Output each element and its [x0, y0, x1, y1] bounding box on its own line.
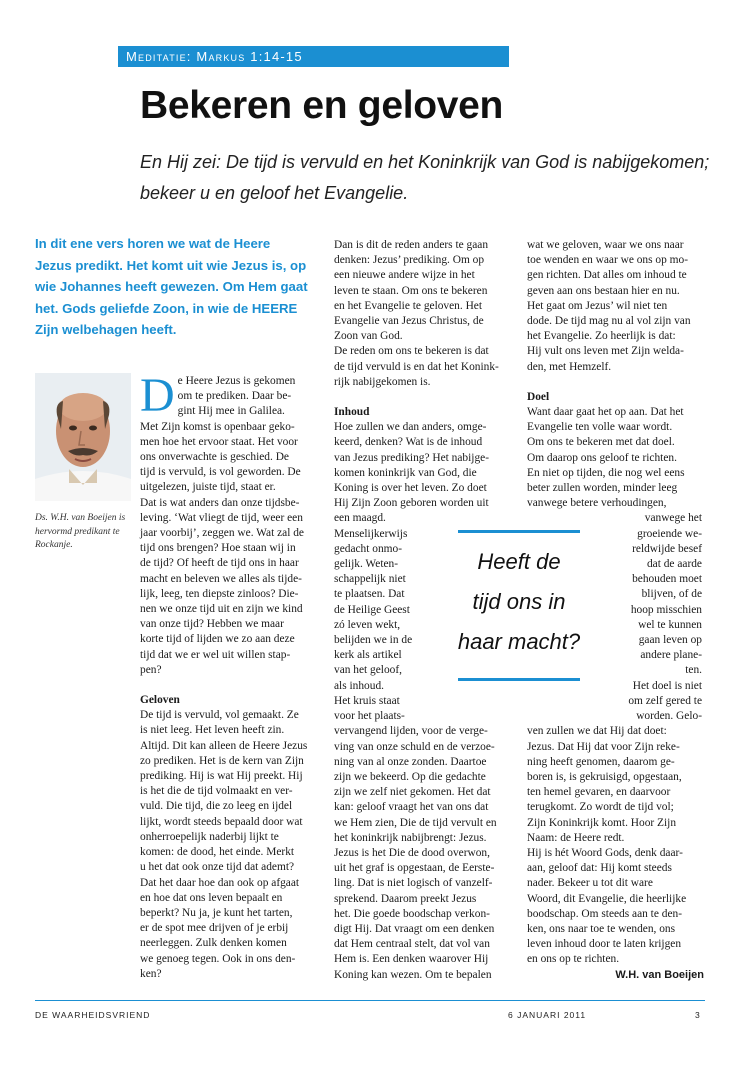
text-line: Zoon van God. [334, 330, 403, 343]
text-line: te plaatsen. Dat [334, 588, 405, 601]
text-line: uitgelezen, juiste tijd, staat er. [140, 481, 276, 494]
pull-quote-line: Heeft de [477, 549, 561, 574]
text-line: Woord, dit Evangelie, die heerlijke [527, 892, 687, 905]
text-line: zijn we zelf niet gekomen. Het dat [334, 786, 491, 799]
text-line: leving. ‘Wat vliegt de tijd, weer een [140, 511, 303, 524]
text-line: en het Evangelie te geloven. Het [334, 299, 483, 312]
column-3-body-wrap [620, 511, 702, 724]
text-line: jaar voorbij’, zeggen we. Wat zal de [140, 527, 304, 540]
text-line: nen we onze tijd uit en zijn we kind [140, 603, 303, 616]
text-line: macht en beleven we alles als tijde- [140, 572, 302, 585]
text-line: Jezus is het Die de dood overwon, [334, 846, 490, 859]
text-line: en ons op te richten. [527, 953, 620, 966]
photo-caption: Ds. W.H. van Boeijen is hervormd predikant te Rockanje. [35, 513, 126, 550]
text-line: korte tijd of lijden we zo aan deze [140, 633, 295, 646]
text-line: ning van al onze zonden. Daartoe [334, 755, 487, 768]
text-line: tijd ons brengen? Hoe staan wij in [140, 542, 296, 555]
text-line: ten. [685, 664, 702, 677]
text-line: Hij Zijn Zoon geboren worden uit [334, 497, 489, 510]
heading-inhoud: Inhoud [334, 406, 370, 419]
text-line: het koninkrijk nabijbrengt: Jezus. [334, 831, 487, 844]
column-2-body-2 [334, 420, 506, 983]
text-line: Met Zijn komst is openbaar geko- [140, 420, 295, 433]
text-line: en hoe dat ons leven bepaalt en [140, 891, 283, 904]
text-line: e Heere Jezus is gekomen [177, 375, 296, 387]
text-line: ten hemel gevaren, en daarvoor [527, 786, 671, 799]
text-line: Het kruis staat [334, 694, 400, 707]
column-1-body [140, 369, 312, 678]
text-line: Dan is dit de reden anders te gaan [334, 239, 489, 251]
text-line: Dat het daar hoe dan ook op afgaat [140, 876, 300, 889]
text-line: rijk nabijgekomen is. [334, 375, 431, 388]
text-line: behouden moet [632, 573, 702, 586]
footer-publication: DE WAARHEIDSVRIEND [35, 1010, 151, 1020]
page-number: 3 [695, 1010, 701, 1020]
text-line: Koning is over het leven. Zo doet [334, 482, 487, 495]
text-line: het Evangelie. Zo heerlijk is dat: [527, 330, 676, 343]
text-line: Hij vult ons leven met Zijn welda- [527, 345, 684, 358]
text-line: Het gaat om Jezus’ wil niet ten [527, 299, 668, 312]
pull-quote-rule-top [458, 530, 580, 533]
text-line: u het dat ook onze tijd dat ademt? [140, 861, 295, 874]
column-1 [140, 369, 312, 982]
column-2-body [334, 238, 506, 390]
text-line: En niet op tijden, die nog wel eens [527, 466, 685, 479]
text-line: Altijd. Dit kan alleen de Heere Jezus [140, 739, 308, 752]
column-3-body-4 [527, 724, 704, 967]
text-line: denken: Jezus’ prediking. Om op [334, 254, 485, 267]
text-line: gedacht onmo- [334, 542, 403, 555]
text-line: dat de aarde [646, 558, 702, 571]
text-line: prediking. Hij is wat Hij preekt. Hij [140, 770, 303, 783]
heading-geloven: Geloven [140, 694, 180, 707]
author-signature: W.H. van Boeijen [615, 968, 704, 981]
text-line: vanwege betere verhoudingen, [527, 497, 667, 510]
text-line: keerd, denken? Wat is de inhoud [334, 436, 483, 449]
text-line: Hoe zullen we dan anders, omge- [334, 421, 487, 434]
text-line: dode. De tijd mag nu al vol zijn van [527, 315, 691, 328]
text-line: leven inhoud door te laten krijgen [527, 938, 682, 951]
text-line: uit het graf is opgestaan, de Eerste- [334, 862, 495, 875]
text-line: vervangend lijden, voor de verge- [334, 725, 488, 738]
text-line: neerleggen. Zulk denken komen [140, 937, 287, 950]
text-line: hoop misschien [630, 603, 702, 616]
text-line: de Heilige Geest [334, 603, 410, 616]
text-line: gelijk. Weten- [334, 558, 399, 571]
text-line: gen richten. Dat alles om inhoud te [527, 269, 687, 282]
text-line: gaan leven op [638, 634, 702, 647]
text-line: er de spot mee drijven of je erbij [140, 922, 289, 935]
text-line: ken, ons naar toe te wenden, ons [527, 922, 676, 935]
text-line: van Jezus prediking? Het nabijge- [334, 451, 489, 464]
text-line: gint Hij mee in Galilea. [177, 405, 285, 418]
text-line: vanwege het [644, 512, 702, 525]
text-line: Koning kan wezen. Om te bepalen [334, 968, 492, 981]
text-line: beter zullen worden, minder leeg [527, 482, 678, 495]
text-line: voor het plaats- [334, 710, 405, 723]
column-3-body-2 [527, 405, 704, 511]
text-line: is niet leeg. Het leven heeft zin. [140, 724, 285, 737]
text-line: zijn we bekeerd. Op die gedachte [334, 770, 486, 783]
text-line: sprekend. Daarom preekt Jezus [334, 892, 477, 905]
author-photo [35, 373, 131, 501]
text-line: de tijd vervuld is en dat het Konink- [334, 360, 499, 373]
text-line: den, met Hemzelf. [527, 360, 612, 373]
text-line: terugkomt. Zo wordt de tijd vol; [527, 801, 674, 814]
text-line: om te prediken. Daar be- [177, 390, 292, 403]
text-line: Zijn Koninkrijk komt. Hoor Zijn [527, 816, 677, 829]
text-line: is het die de tijd volmaakt en ver- [140, 785, 293, 798]
text-line: de tijd? Of heeft de tijd ons in haar [140, 557, 299, 570]
text-line: als inhoud. [334, 679, 384, 692]
text-line: dat Hem centraal stelt, dat vol van [334, 938, 490, 951]
text-line: Evangelie van Jezus Christus, de [334, 315, 484, 328]
footer-date: 6 JANUARI 2011 [508, 1010, 587, 1020]
text-line: ving van onze schuld en de verzoe- [334, 740, 495, 753]
text-line: toe wenden en waar we ons op mo- [527, 254, 688, 267]
text-line: Om ons te bekeren met dat doel. [527, 436, 675, 449]
text-line: het. Die goede boodschap verkon- [334, 907, 490, 920]
text-line: Dat is wat anders dan onze tijdsbe- [140, 496, 300, 509]
text-line: worden. Gelo- [636, 710, 702, 723]
text-line: Hem is. Een denken waarover Hij [334, 953, 489, 966]
text-line: reldwijde besef [632, 542, 702, 555]
article-title: Bekeren en geloven [140, 84, 504, 127]
text-line: van onze tijd? Hebben we maar [140, 618, 284, 631]
pull-quote [452, 528, 580, 682]
text-line: zo prediken. Het is de kern van Zijn [140, 754, 304, 767]
text-line: Om daarop ons geloof te richten. [527, 451, 677, 464]
text-line: lijk, leeg, ten diepste zinloos? Die- [140, 587, 299, 600]
text-line: komen: de dood, het einde. Merkt [140, 846, 295, 859]
text-line: wat we geloven, waar we ons naar [527, 239, 684, 251]
text-line: wel te kunnen [638, 618, 702, 631]
text-line: we genoeg tegen. Ook in ons den- [140, 952, 296, 965]
intro-paragraph: In dit ene vers horen we wat de Heere Jezus predikt. Het komt uit wie Jezus is, op wie Johannes heeft gewezen. Om Hem gaat het. Gods geliefde Zoon, in wie de HEERE Zijn welbehagen heeft. [35, 236, 308, 338]
text-line: men hoe het ervoor staat. Het voor [140, 435, 298, 448]
pull-quote-line: tijd ons in [472, 589, 566, 614]
text-line: van het geloof, [334, 664, 403, 677]
text-line: De tijd is vervuld, vol gemaakt. Ze [140, 709, 299, 722]
text-line: komen koninkrijk van God, die [334, 466, 477, 479]
text-line: Want daar gaat het op aan. Dat het [527, 406, 684, 419]
text-line: digt Hij. Dat vraagt om een denken [334, 922, 495, 935]
text-line: andere plane- [640, 649, 702, 662]
text-line: groeiende we- [637, 527, 702, 540]
text-line: een maagd. [334, 512, 386, 525]
text-line: Naam: de Heere redt. [527, 831, 625, 844]
text-line: ling. Dat is niet logisch of vanzelf- [334, 877, 493, 890]
text-line: nader. Bekeer u tot dit ware [527, 877, 653, 890]
text-line: we Hem zien, Die de tijd vervult en [334, 816, 497, 829]
text-line: ken? [140, 967, 162, 980]
text-line: kerk als artikel [334, 649, 402, 662]
text-line: boren is, is gekruisigd, opgestaan, [527, 770, 682, 783]
text-line: tijd dat we er wel uit willen stap- [140, 648, 291, 661]
text-line: tijd is vervuld, is vol geworden. De [140, 466, 301, 479]
text-line: geven aan ons bestaan hier en nu. [527, 284, 680, 297]
text-line: boodschap. Om steeds aan te den- [527, 907, 682, 920]
pull-quote-rule-bottom [458, 678, 580, 681]
text-line: Evangelie ten volle waar wordt. [527, 421, 673, 434]
text-line: zó leven wekt, [334, 618, 401, 631]
text-line: ons onverwachte is geschied. De [140, 451, 289, 464]
text-line: schappelijk niet [334, 573, 406, 586]
pull-quote-text [452, 542, 586, 662]
footer-divider [35, 1000, 705, 1001]
text-line: ning heeft genomen, daarom ge- [527, 755, 675, 768]
text-line: kan: geloof vraagt het van ons dat [334, 801, 489, 814]
text-line: De reden om ons te bekeren is dat [334, 345, 489, 358]
heading-doel: Doel [527, 390, 550, 403]
text-line: een nieuwe andere wijze in het [334, 269, 475, 282]
text-line: om zelf gered te [628, 694, 702, 707]
text-line: ven zullen we dat Hij dat doet: [527, 725, 667, 738]
text-line: belijden we in de [334, 634, 413, 647]
text-line: beperkt? Nu ja, je kunt het tarten, [140, 906, 293, 919]
text-line: pen? [140, 663, 162, 676]
text-line: vuld. Die tijd, die zo leeg en ijdel [140, 800, 293, 813]
column-3-body [527, 238, 704, 375]
text-line: Jezus. Dat Hij dat voor Zijn reke- [527, 740, 680, 753]
text-line: blijven, of de [641, 588, 702, 601]
text-line: onherroepelijk naderbij lijkt te [140, 830, 279, 843]
text-line: lijkt, wordt steeds bepaald door wat [140, 815, 303, 828]
drop-cap: D [140, 369, 175, 422]
text-line: leven te staan. Om ons te bekeren [334, 284, 488, 297]
text-line: Het doel is niet [632, 679, 702, 692]
pull-quote-line: haar macht? [457, 629, 581, 654]
column-1-body-2 [140, 708, 312, 982]
section-banner: Meditatie: Markus 1:14-15 [118, 46, 509, 67]
text-line: Hij is hét Woord Gods, denk daar- [527, 846, 683, 859]
text-line: Menselijkerwijs [334, 527, 408, 540]
text-line: aan, geloof dat: Hij komt steeds [527, 862, 672, 875]
scripture-quote: En Hij zei: De tijd is vervuld en het Koninkrijk van God is nabijgekomen; bekeer u en geloof het Evangelie. [140, 152, 710, 203]
